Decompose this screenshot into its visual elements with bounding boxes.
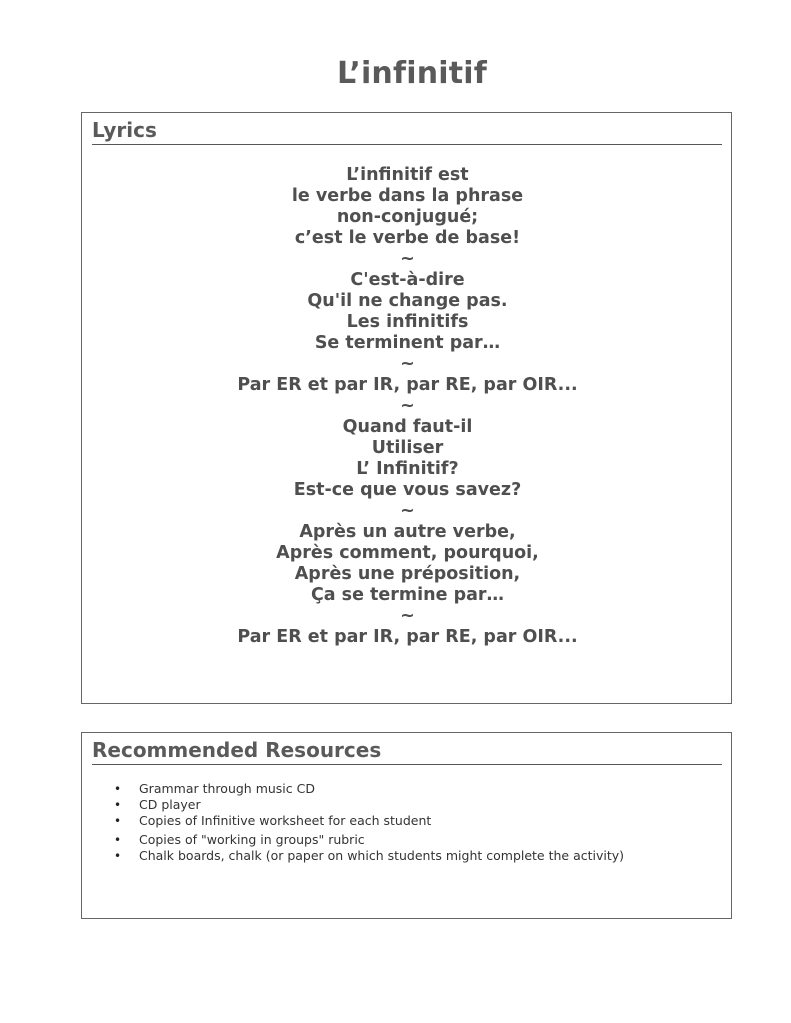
lyrics-line: Par ER et par IR, par RE, par OIR... — [237, 627, 578, 647]
list-item-text: Copies of Infinitive worksheet for each student — [139, 813, 432, 828]
list-item — [114, 781, 624, 797]
lyrics-line: L’infinitif est — [346, 165, 469, 185]
lyrics-separator: ~ — [400, 501, 415, 521]
lyrics-line: Après une préposition, — [294, 564, 521, 584]
bullet-icon: • — [114, 814, 122, 828]
lyrics-line: Après comment, pourquoi, — [276, 543, 539, 563]
lyrics-line: le verbe dans la phrase — [291, 186, 524, 206]
page-title: L’infinitif — [336, 56, 488, 91]
bullet-icon: • — [114, 798, 122, 812]
list-item — [114, 797, 624, 813]
list-item-text: Chalk boards, chalk (or paper on which students might complete the activity) — [139, 848, 625, 863]
lyrics-separator: ~ — [400, 606, 415, 626]
lyrics-line: L’ Infinitif? — [356, 459, 459, 479]
list-item-text: Grammar through music CD — [139, 781, 315, 796]
resources-section — [81, 732, 732, 919]
list-item — [114, 813, 624, 829]
list-item-text: Copies of "working in groups" rubric — [139, 832, 365, 847]
lyrics-line: Se terminent par… — [314, 333, 501, 353]
lyrics-section — [81, 112, 732, 704]
resources-list — [82, 781, 624, 864]
lyrics-separator: ~ — [400, 354, 415, 374]
lyrics-line: Est-ce que vous savez? — [293, 480, 522, 500]
lyrics-line: Utiliser — [371, 438, 444, 458]
lyrics-separator: ~ — [400, 249, 415, 269]
lyrics-separator: ~ — [400, 396, 415, 416]
lyrics-line: Après un autre verbe, — [299, 522, 516, 542]
lyrics-line: C'est-à-dire — [350, 270, 465, 290]
list-item — [114, 832, 624, 848]
lyrics-line: Les infinitifs — [346, 312, 469, 332]
lyrics-line: Par ER et par IR, par RE, par OIR... — [237, 375, 578, 395]
lyrics-line: Qu'il ne change pas. — [307, 291, 508, 311]
list-item-text: CD player — [139, 797, 201, 812]
lyrics-line: Quand faut-il — [342, 417, 473, 437]
lyrics-text — [82, 165, 733, 648]
lyrics-line: c’est le verbe de base! — [294, 228, 521, 248]
resources-heading: Recommended Resources — [92, 738, 722, 765]
bullet-icon: • — [114, 849, 122, 863]
lyrics-line: non-conjugué; — [336, 207, 479, 227]
lyrics-line: Ça se termine par… — [310, 585, 505, 605]
list-item — [114, 848, 625, 864]
lyrics-heading: Lyrics — [92, 118, 722, 145]
bullet-icon: • — [114, 782, 122, 796]
bullet-icon: • — [114, 833, 122, 847]
